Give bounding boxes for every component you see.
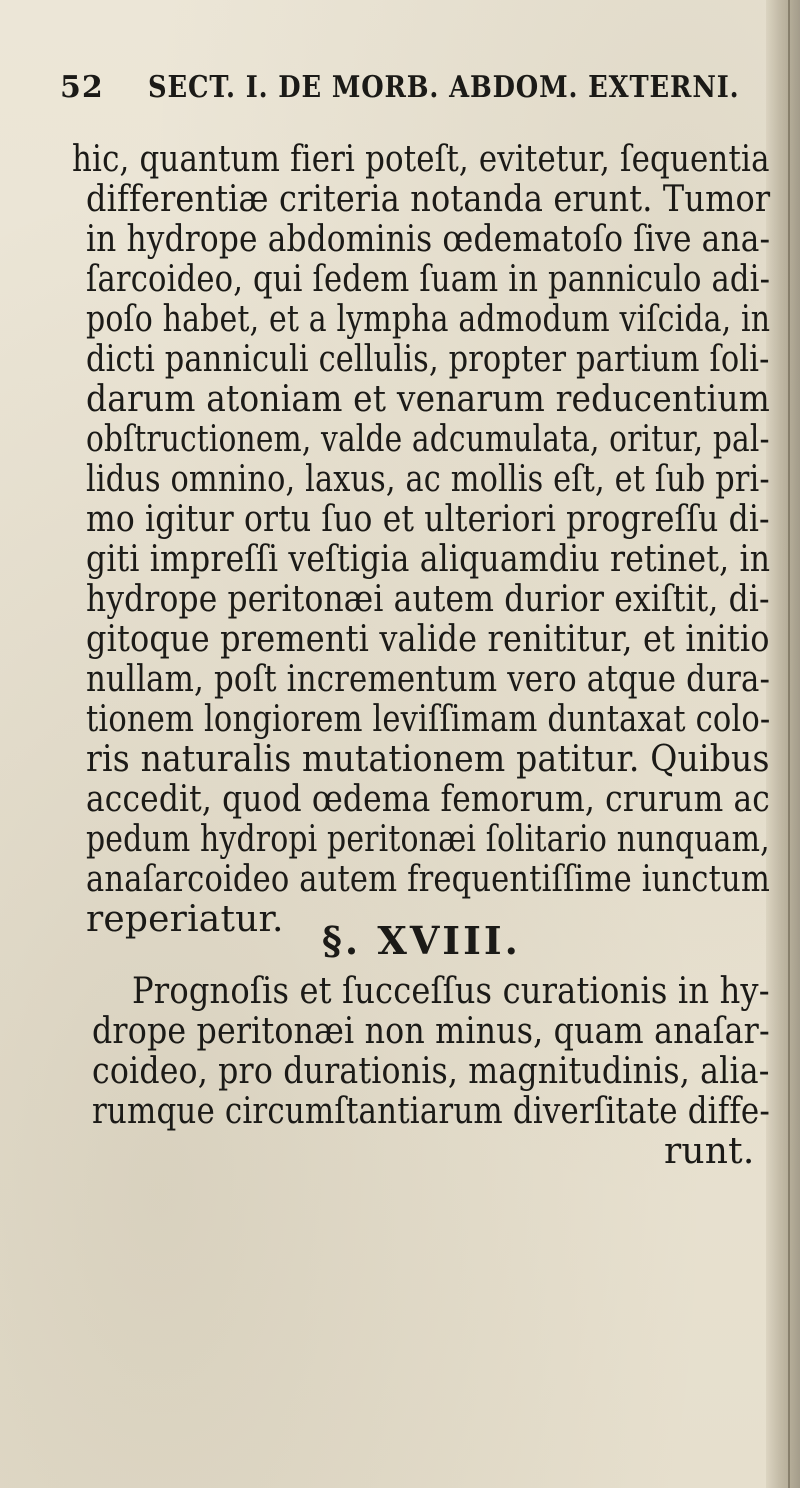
text-line: pedum hydropi peritonæi ſolitario nunquam,	[86, 819, 770, 860]
text-line: rumque circumſtantiarum diverſitate diffe-	[92, 1091, 771, 1132]
text-line: hic, quantum fieri poteſt, evitetur, ſequentia	[72, 139, 770, 180]
text-line: mo igitur ortu ſuo et ulteriori progreſſu di-	[86, 499, 770, 540]
text-line: in hydrope abdominis œdematoſo ſive ana-	[86, 219, 771, 260]
text-line: gitoque prementi valide renititur, et initio	[86, 619, 770, 660]
page-edge-line	[788, 0, 790, 1488]
text-line: obſtructionem, valde adcumulata, oritur, pal-	[86, 419, 770, 460]
text-line: accedit, quod œdema femorum, crurum ac	[86, 779, 770, 820]
text-line: lidus omnino, laxus, ac mollis eſt, et ſub pri-	[86, 459, 770, 500]
page-number: 52	[60, 70, 104, 105]
text-line: darum atoniam et venarum reducentium	[86, 379, 771, 420]
text-line: ſarcoideo, qui ſedem ſuam in panniculo adi-	[86, 259, 771, 300]
text-line: reperiatur.	[86, 899, 284, 940]
text-line: hydrope peritonæi autem durior exiſtit, di-	[86, 579, 770, 620]
text-line: runt.	[664, 1131, 755, 1172]
text-line: differentiæ criteria notanda erunt. Tumor	[86, 179, 771, 220]
section-number: §. XVIII.	[322, 918, 521, 963]
running-head: SECT. I. DE MORB. ABDOM. EXTERNI.	[148, 70, 740, 105]
text-line: drope peritonæi non minus, quam anaſar-	[92, 1011, 770, 1052]
text-line: anaſarcoideo autem frequentiſſime iunctum	[86, 859, 770, 900]
text-line: ris naturalis mutationem patitur. Quibus	[86, 739, 770, 780]
text-line: nullam, poſt incrementum vero atque dura-	[86, 659, 771, 700]
page-edge-shadow	[766, 0, 800, 1488]
text-line: coideo, pro durationis, magnitudinis, alia-	[92, 1051, 770, 1092]
text-line: giti impreſſi veſtigia aliquamdiu retinet, in	[86, 539, 771, 580]
text-line: dicti panniculi cellulis, propter partium ſoli-	[86, 339, 770, 380]
text-line: Prognoſis et ſucceſſus curationis in hy-	[132, 971, 770, 1012]
page-header	[60, 70, 740, 110]
text-line: poſo habet, et a lympha admodum viſcida, in	[86, 299, 771, 340]
text-line: tionem longiorem leviſſimam duntaxat colo-	[86, 699, 771, 740]
